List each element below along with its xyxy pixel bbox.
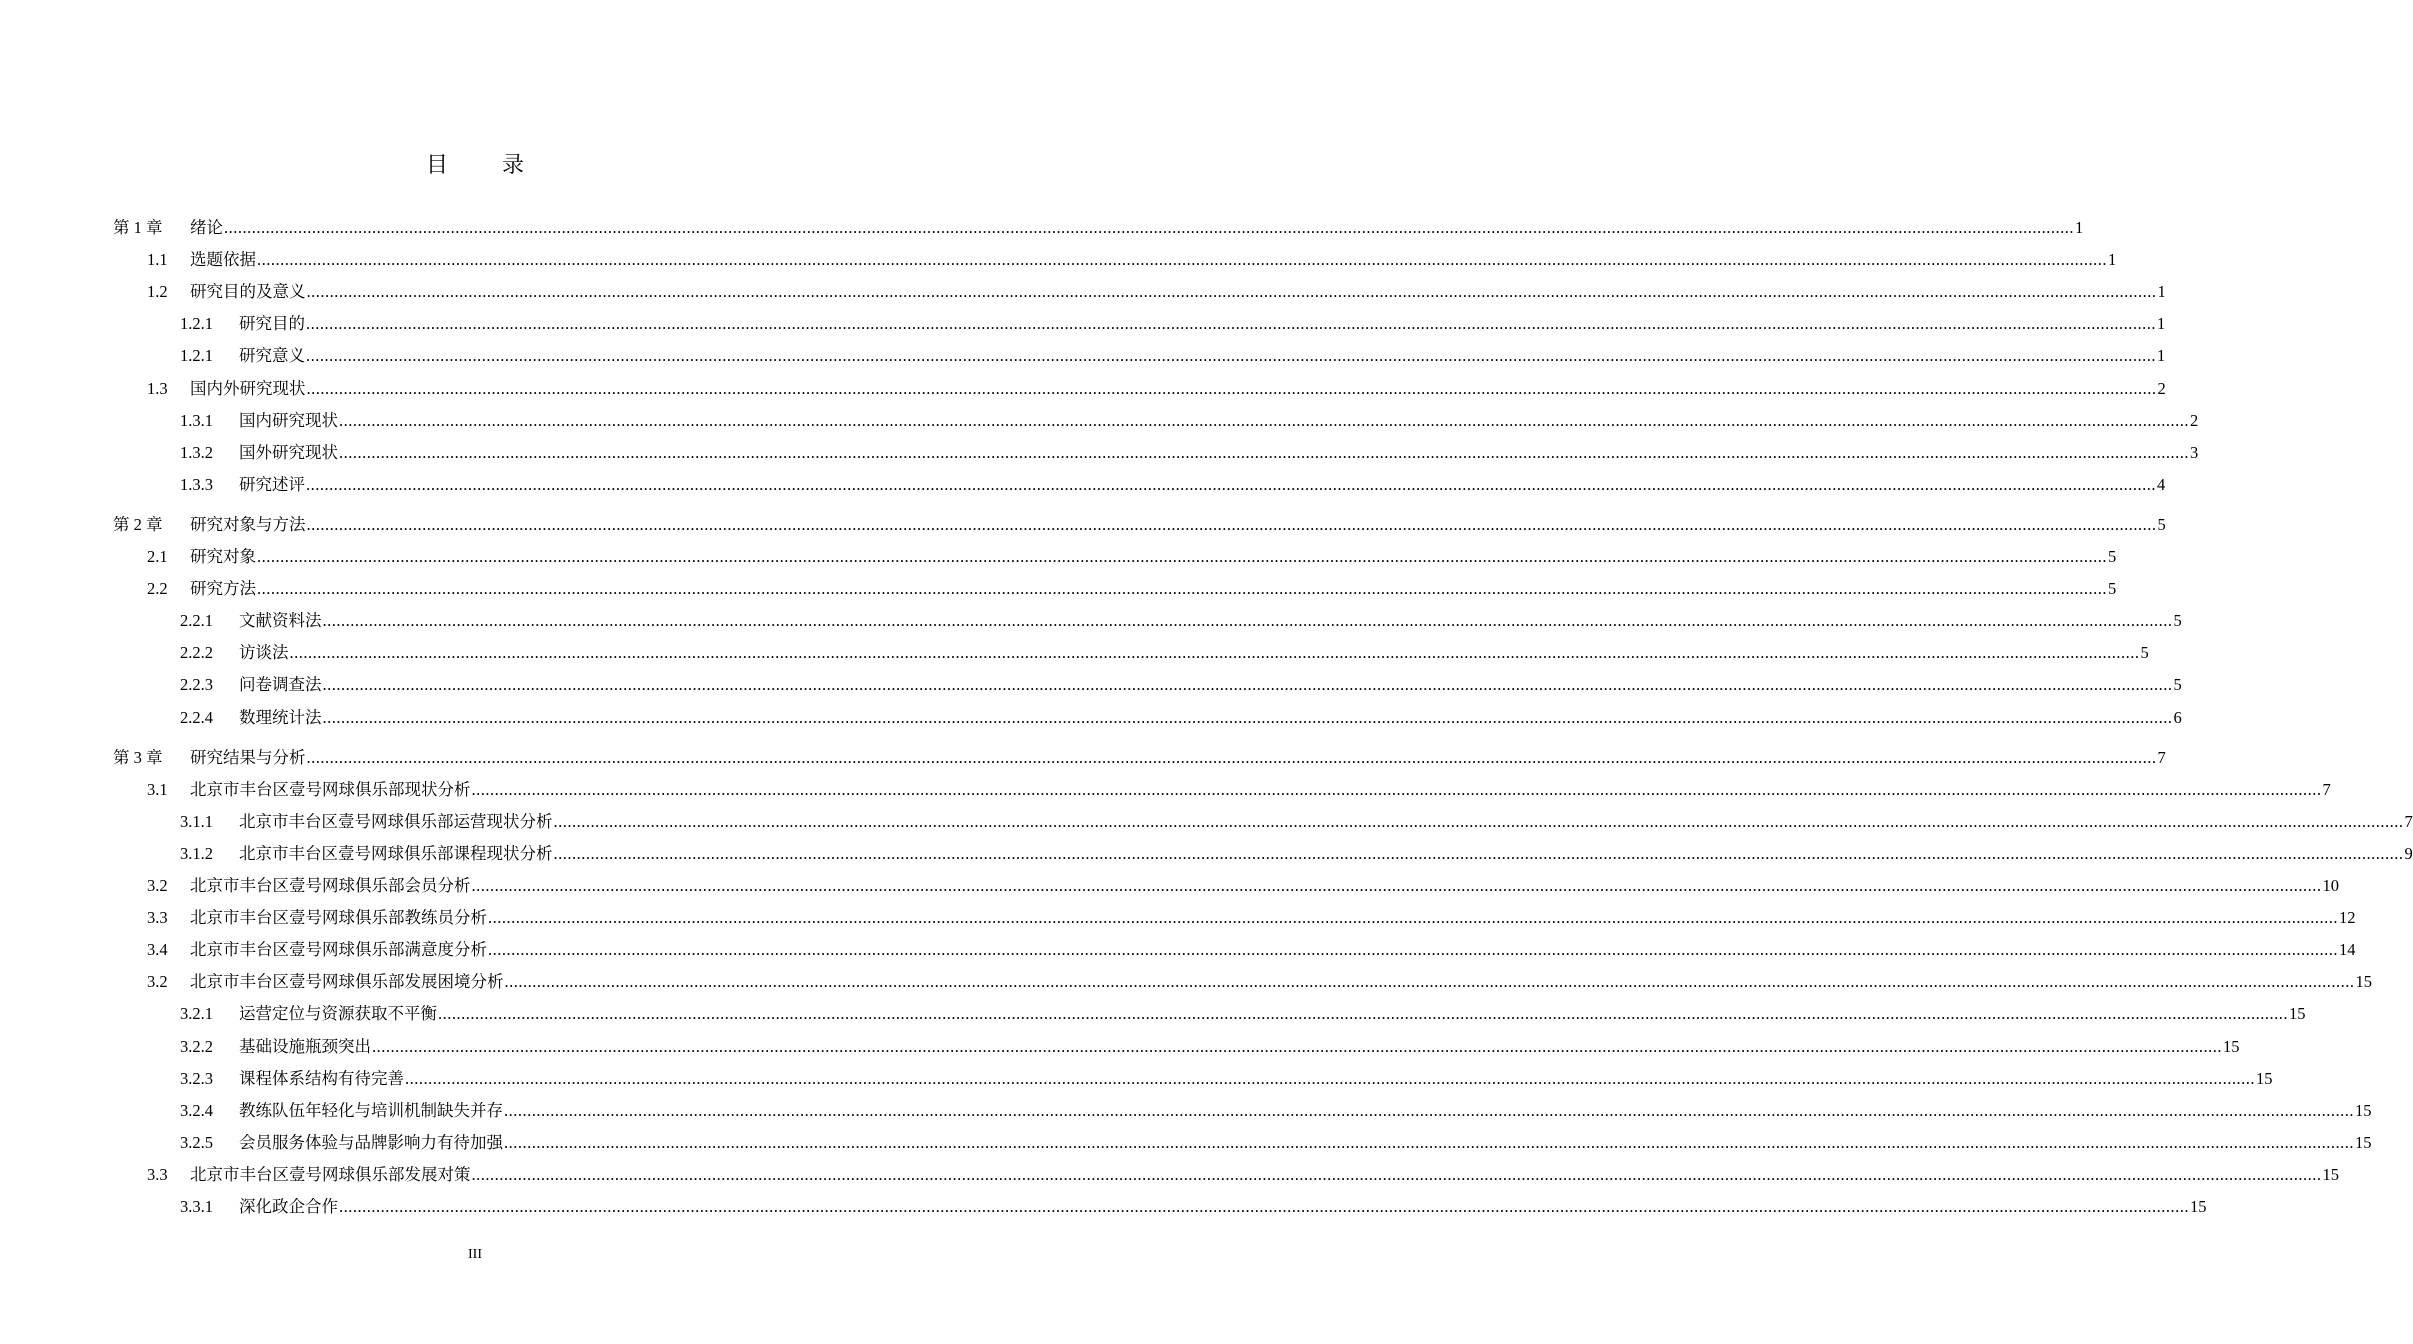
toc-entry-number: 第 1 章 — [113, 218, 163, 237]
toc-entry[interactable] — [0, 312, 2166, 336]
toc-entry[interactable] — [0, 1035, 2240, 1059]
toc-entry-number: 2.2 — [147, 579, 168, 598]
toc-entry-page: 1 — [2157, 282, 2166, 301]
dot-leader: ................................................................................................................................................................................................................................................................................................................................................................................................................ — [306, 379, 2157, 398]
toc-entry-title: 北京市丰台区壹号网球俱乐部运营现状分析 — [239, 812, 553, 831]
toc-entry-page: 7 — [2322, 780, 2331, 799]
toc-entry-title: 运营定位与资源获取不平衡 — [239, 1004, 437, 1023]
toc-entry-number: 2.1 — [147, 547, 168, 566]
toc-entry[interactable] — [0, 609, 2182, 633]
toc-entry-number: 1.2.1 — [180, 346, 213, 365]
dot-leader: ................................................................................................................................................................................................................................................................................................................................................................................................................ — [306, 314, 2156, 333]
toc-entry-page: 6 — [2173, 708, 2182, 727]
toc-entry[interactable] — [0, 377, 2166, 401]
toc-entry[interactable] — [0, 248, 2117, 272]
toc-entry[interactable] — [0, 706, 2182, 730]
toc-entry[interactable] — [0, 1067, 2273, 1091]
toc-entry-number: 1.1 — [147, 250, 168, 269]
toc-entry-title: 研究目的 — [239, 314, 305, 333]
dot-leader: ................................................................................................................................................................................................................................................................................................................................................................................................................ — [224, 218, 2074, 237]
toc-entry-number: 3.1.2 — [180, 844, 213, 863]
toc-entry[interactable] — [0, 970, 2372, 994]
dot-leader: ................................................................................................................................................................................................................................................................................................................................................................................................................ — [306, 515, 2157, 534]
toc-entry-number: 3.2 — [147, 972, 168, 991]
toc-entry-title: 研究方法 — [190, 579, 256, 598]
toc-entry-page: 5 — [2173, 611, 2182, 630]
toc-entry-number: 3.3.1 — [180, 1197, 213, 1216]
toc-entry-page: 2 — [2190, 411, 2199, 430]
toc-entry[interactable] — [0, 938, 2356, 962]
toc-entry-number: 3.3 — [147, 1165, 168, 1184]
dot-leader: ................................................................................................................................................................................................................................................................................................................................................................................................................ — [339, 1197, 2189, 1216]
toc-entry-title: 访谈法 — [239, 643, 289, 662]
toc-heading-char-2: 录 — [502, 152, 525, 177]
toc-entry-page: 15 — [2355, 972, 2372, 991]
toc-entry-number: 2.2.3 — [180, 675, 213, 694]
toc-entry-title: 深化政企合作 — [239, 1197, 338, 1216]
dot-leader: ................................................................................................................................................................................................................................................................................................................................................................................................................ — [257, 579, 2107, 598]
toc-entry-number: 2.2.2 — [180, 643, 213, 662]
dot-leader: ................................................................................................................................................................................................................................................................................................................................................................................................................ — [553, 812, 2404, 831]
toc-entry-title: 国外研究现状 — [239, 443, 338, 462]
toc-entry-number: 3.3 — [147, 908, 168, 927]
toc-entry[interactable] — [0, 513, 2166, 537]
toc-entry-title: 研究目的及意义 — [190, 282, 306, 301]
dot-leader: ................................................................................................................................................................................................................................................................................................................................................................................................................ — [488, 908, 2338, 927]
dot-leader: ................................................................................................................................................................................................................................................................................................................................................................................................................ — [471, 876, 2322, 895]
toc-entry[interactable] — [0, 842, 2413, 866]
toc-entry-page: 4 — [2157, 475, 2166, 494]
toc-entry-page: 15 — [2190, 1197, 2207, 1216]
toc-entry-title: 国内研究现状 — [239, 411, 338, 430]
dot-leader: ................................................................................................................................................................................................................................................................................................................................................................................................................ — [339, 411, 2189, 430]
toc-entry[interactable] — [0, 746, 2166, 770]
dot-leader: ................................................................................................................................................................................................................................................................................................................................................................................................................ — [289, 643, 2140, 662]
toc-entry-title: 教练队伍年轻化与培训机制缺失并存 — [239, 1101, 503, 1120]
toc-entry-title: 北京市丰台区壹号网球俱乐部满意度分析 — [190, 940, 487, 959]
toc-entry[interactable] — [0, 473, 2166, 497]
toc-entry-page: 1 — [2157, 314, 2166, 333]
dot-leader: ................................................................................................................................................................................................................................................................................................................................................................................................................ — [306, 475, 2156, 494]
toc-entry-page: 7 — [2404, 812, 2413, 831]
toc-entry[interactable] — [0, 344, 2166, 368]
toc-entry-number: 第 2 章 — [113, 515, 163, 534]
toc-entry-number: 3.1.1 — [180, 812, 213, 831]
toc-entry-number: 3.2 — [147, 876, 168, 895]
dot-leader: ................................................................................................................................................................................................................................................................................................................................................................................................................ — [339, 443, 2189, 462]
toc-entry-page: 14 — [2339, 940, 2356, 959]
toc-entry-number: 2.2.1 — [180, 611, 213, 630]
toc-entry[interactable] — [0, 1002, 2306, 1026]
toc-entry-title: 研究对象与方法 — [190, 515, 306, 534]
toc-entry[interactable] — [0, 1195, 2207, 1219]
toc-entry-number: 1.2 — [147, 282, 168, 301]
toc-entry-title: 文献资料法 — [239, 611, 322, 630]
toc-entry-title: 北京市丰台区壹号网球俱乐部现状分析 — [190, 780, 471, 799]
dot-leader: ................................................................................................................................................................................................................................................................................................................................................................................................................ — [438, 1004, 2288, 1023]
toc-entry-title: 数理统计法 — [239, 708, 322, 727]
toc-entry-page: 12 — [2339, 908, 2356, 927]
toc-entry-title: 北京市丰台区壹号网球俱乐部课程现状分析 — [239, 844, 553, 863]
toc-entry-number: 1.3 — [147, 379, 168, 398]
toc-entry-number: 3.4 — [147, 940, 168, 959]
toc-entry[interactable] — [0, 673, 2182, 697]
dot-leader: ................................................................................................................................................................................................................................................................................................................................................................................................................ — [257, 547, 2107, 566]
toc-entry-title: 北京市丰台区壹号网球俱乐部发展对策 — [190, 1165, 471, 1184]
toc-entry-number: 3.2.1 — [180, 1004, 213, 1023]
dot-leader: ................................................................................................................................................................................................................................................................................................................................................................................................................ — [372, 1037, 2222, 1056]
toc-entry-title: 绪论 — [190, 218, 223, 237]
toc-entry-title: 选题依据 — [190, 250, 256, 269]
toc-entry[interactable] — [0, 441, 2199, 465]
toc-entry[interactable] — [0, 1131, 2372, 1155]
toc-entry-title: 研究述评 — [239, 475, 305, 494]
dot-leader: ................................................................................................................................................................................................................................................................................................................................................................................................................ — [306, 282, 2157, 301]
toc-entry-number: 第 3 章 — [113, 748, 163, 767]
toc-entry-title: 基础设施瓶颈突出 — [239, 1037, 371, 1056]
toc-entry-page: 9 — [2404, 844, 2413, 863]
toc-entry[interactable] — [0, 545, 2117, 569]
toc-entry-page: 2 — [2157, 379, 2166, 398]
toc-entry[interactable] — [0, 906, 2356, 930]
toc-entry-page: 5 — [2173, 675, 2182, 694]
toc-entry[interactable] — [0, 1163, 2339, 1187]
toc-entry[interactable] — [0, 216, 2084, 240]
toc-entry-page: 15 — [2256, 1069, 2273, 1088]
dot-leader: ................................................................................................................................................................................................................................................................................................................................................................................................................ — [504, 972, 2355, 991]
toc-entry-number: 1.3.3 — [180, 475, 213, 494]
page-number-footer: III — [468, 1247, 482, 1262]
toc-entry-title: 问卷调查法 — [239, 675, 322, 694]
toc-entry-number: 1.3.1 — [180, 411, 213, 430]
toc-entry-page: 1 — [2108, 250, 2117, 269]
toc-entry-page: 15 — [2355, 1101, 2372, 1120]
toc-entry-page: 7 — [2157, 748, 2166, 767]
toc-heading-char-1: 目 — [425, 152, 448, 177]
toc-entry[interactable] — [0, 409, 2199, 433]
dot-leader: ................................................................................................................................................................................................................................................................................................................................................................................................................ — [306, 346, 2156, 365]
toc-entry-page: 15 — [2289, 1004, 2306, 1023]
toc-entry-title: 研究意义 — [239, 346, 305, 365]
toc-entry-page: 15 — [2322, 1165, 2339, 1184]
toc-entry-title: 国内外研究现状 — [190, 379, 306, 398]
toc-entry-page: 10 — [2322, 876, 2339, 895]
toc-entry-title: 北京市丰台区壹号网球俱乐部发展困境分析 — [190, 972, 504, 991]
toc-entry-page: 5 — [2140, 643, 2149, 662]
toc-entry-title: 会员服务体验与品牌影响力有待加强 — [239, 1133, 503, 1152]
toc-entry[interactable] — [0, 778, 2331, 802]
toc-entry-page: 5 — [2108, 579, 2117, 598]
dot-leader: ................................................................................................................................................................................................................................................................................................................................................................................................................ — [322, 708, 2173, 727]
toc-entry[interactable] — [0, 577, 2117, 601]
dot-leader: ................................................................................................................................................................................................................................................................................................................................................................................................................ — [405, 1069, 2255, 1088]
toc-entry-page: 15 — [2355, 1133, 2372, 1152]
toc-entry-title: 研究对象 — [190, 547, 256, 566]
dot-leader: ................................................................................................................................................................................................................................................................................................................................................................................................................ — [322, 675, 2173, 694]
dot-leader: ................................................................................................................................................................................................................................................................................................................................................................................................................ — [553, 844, 2404, 863]
toc-entry-number: 1.3.2 — [180, 443, 213, 462]
toc-entry-number: 1.2.1 — [180, 314, 213, 333]
toc-entry-title: 北京市丰台区壹号网球俱乐部教练员分析 — [190, 908, 487, 927]
toc-entry[interactable] — [0, 1099, 2372, 1123]
toc-entry-title: 课程体系结构有待完善 — [239, 1069, 404, 1088]
toc-entry-page: 15 — [2223, 1037, 2240, 1056]
dot-leader: ................................................................................................................................................................................................................................................................................................................................................................................................................ — [322, 611, 2173, 630]
toc-entry-title: 北京市丰台区壹号网球俱乐部会员分析 — [190, 876, 471, 895]
toc-entry[interactable] — [0, 874, 2339, 898]
dot-leader: ................................................................................................................................................................................................................................................................................................................................................................................................................ — [504, 1101, 2354, 1120]
toc-entry[interactable] — [0, 641, 2149, 665]
toc-entry-page: 5 — [2157, 515, 2166, 534]
toc-entry[interactable] — [0, 280, 2166, 304]
toc-entry-number: 2.2.4 — [180, 708, 213, 727]
toc-entry-page: 3 — [2190, 443, 2199, 462]
dot-leader: ................................................................................................................................................................................................................................................................................................................................................................................................................ — [488, 940, 2338, 959]
toc-entry-number: 3.2.5 — [180, 1133, 213, 1152]
dot-leader: ................................................................................................................................................................................................................................................................................................................................................................................................................ — [504, 1133, 2354, 1152]
toc-entry-title: 研究结果与分析 — [190, 748, 306, 767]
dot-leader: ................................................................................................................................................................................................................................................................................................................................................................................................................ — [471, 1165, 2322, 1184]
toc-entry-number: 3.2.3 — [180, 1069, 213, 1088]
toc-entry-number: 3.1 — [147, 780, 168, 799]
toc-entry-number: 3.2.4 — [180, 1101, 213, 1120]
toc-entry-number: 3.2.2 — [180, 1037, 213, 1056]
dot-leader: ................................................................................................................................................................................................................................................................................................................................................................................................................ — [306, 748, 2157, 767]
toc-entry-page: 1 — [2075, 218, 2084, 237]
dot-leader: ................................................................................................................................................................................................................................................................................................................................................................................................................ — [471, 780, 2322, 799]
toc-entry[interactable] — [0, 810, 2413, 834]
dot-leader: ................................................................................................................................................................................................................................................................................................................................................................................................................ — [257, 250, 2107, 269]
toc-entry-page: 5 — [2108, 547, 2117, 566]
toc-entry-page: 1 — [2157, 346, 2166, 365]
